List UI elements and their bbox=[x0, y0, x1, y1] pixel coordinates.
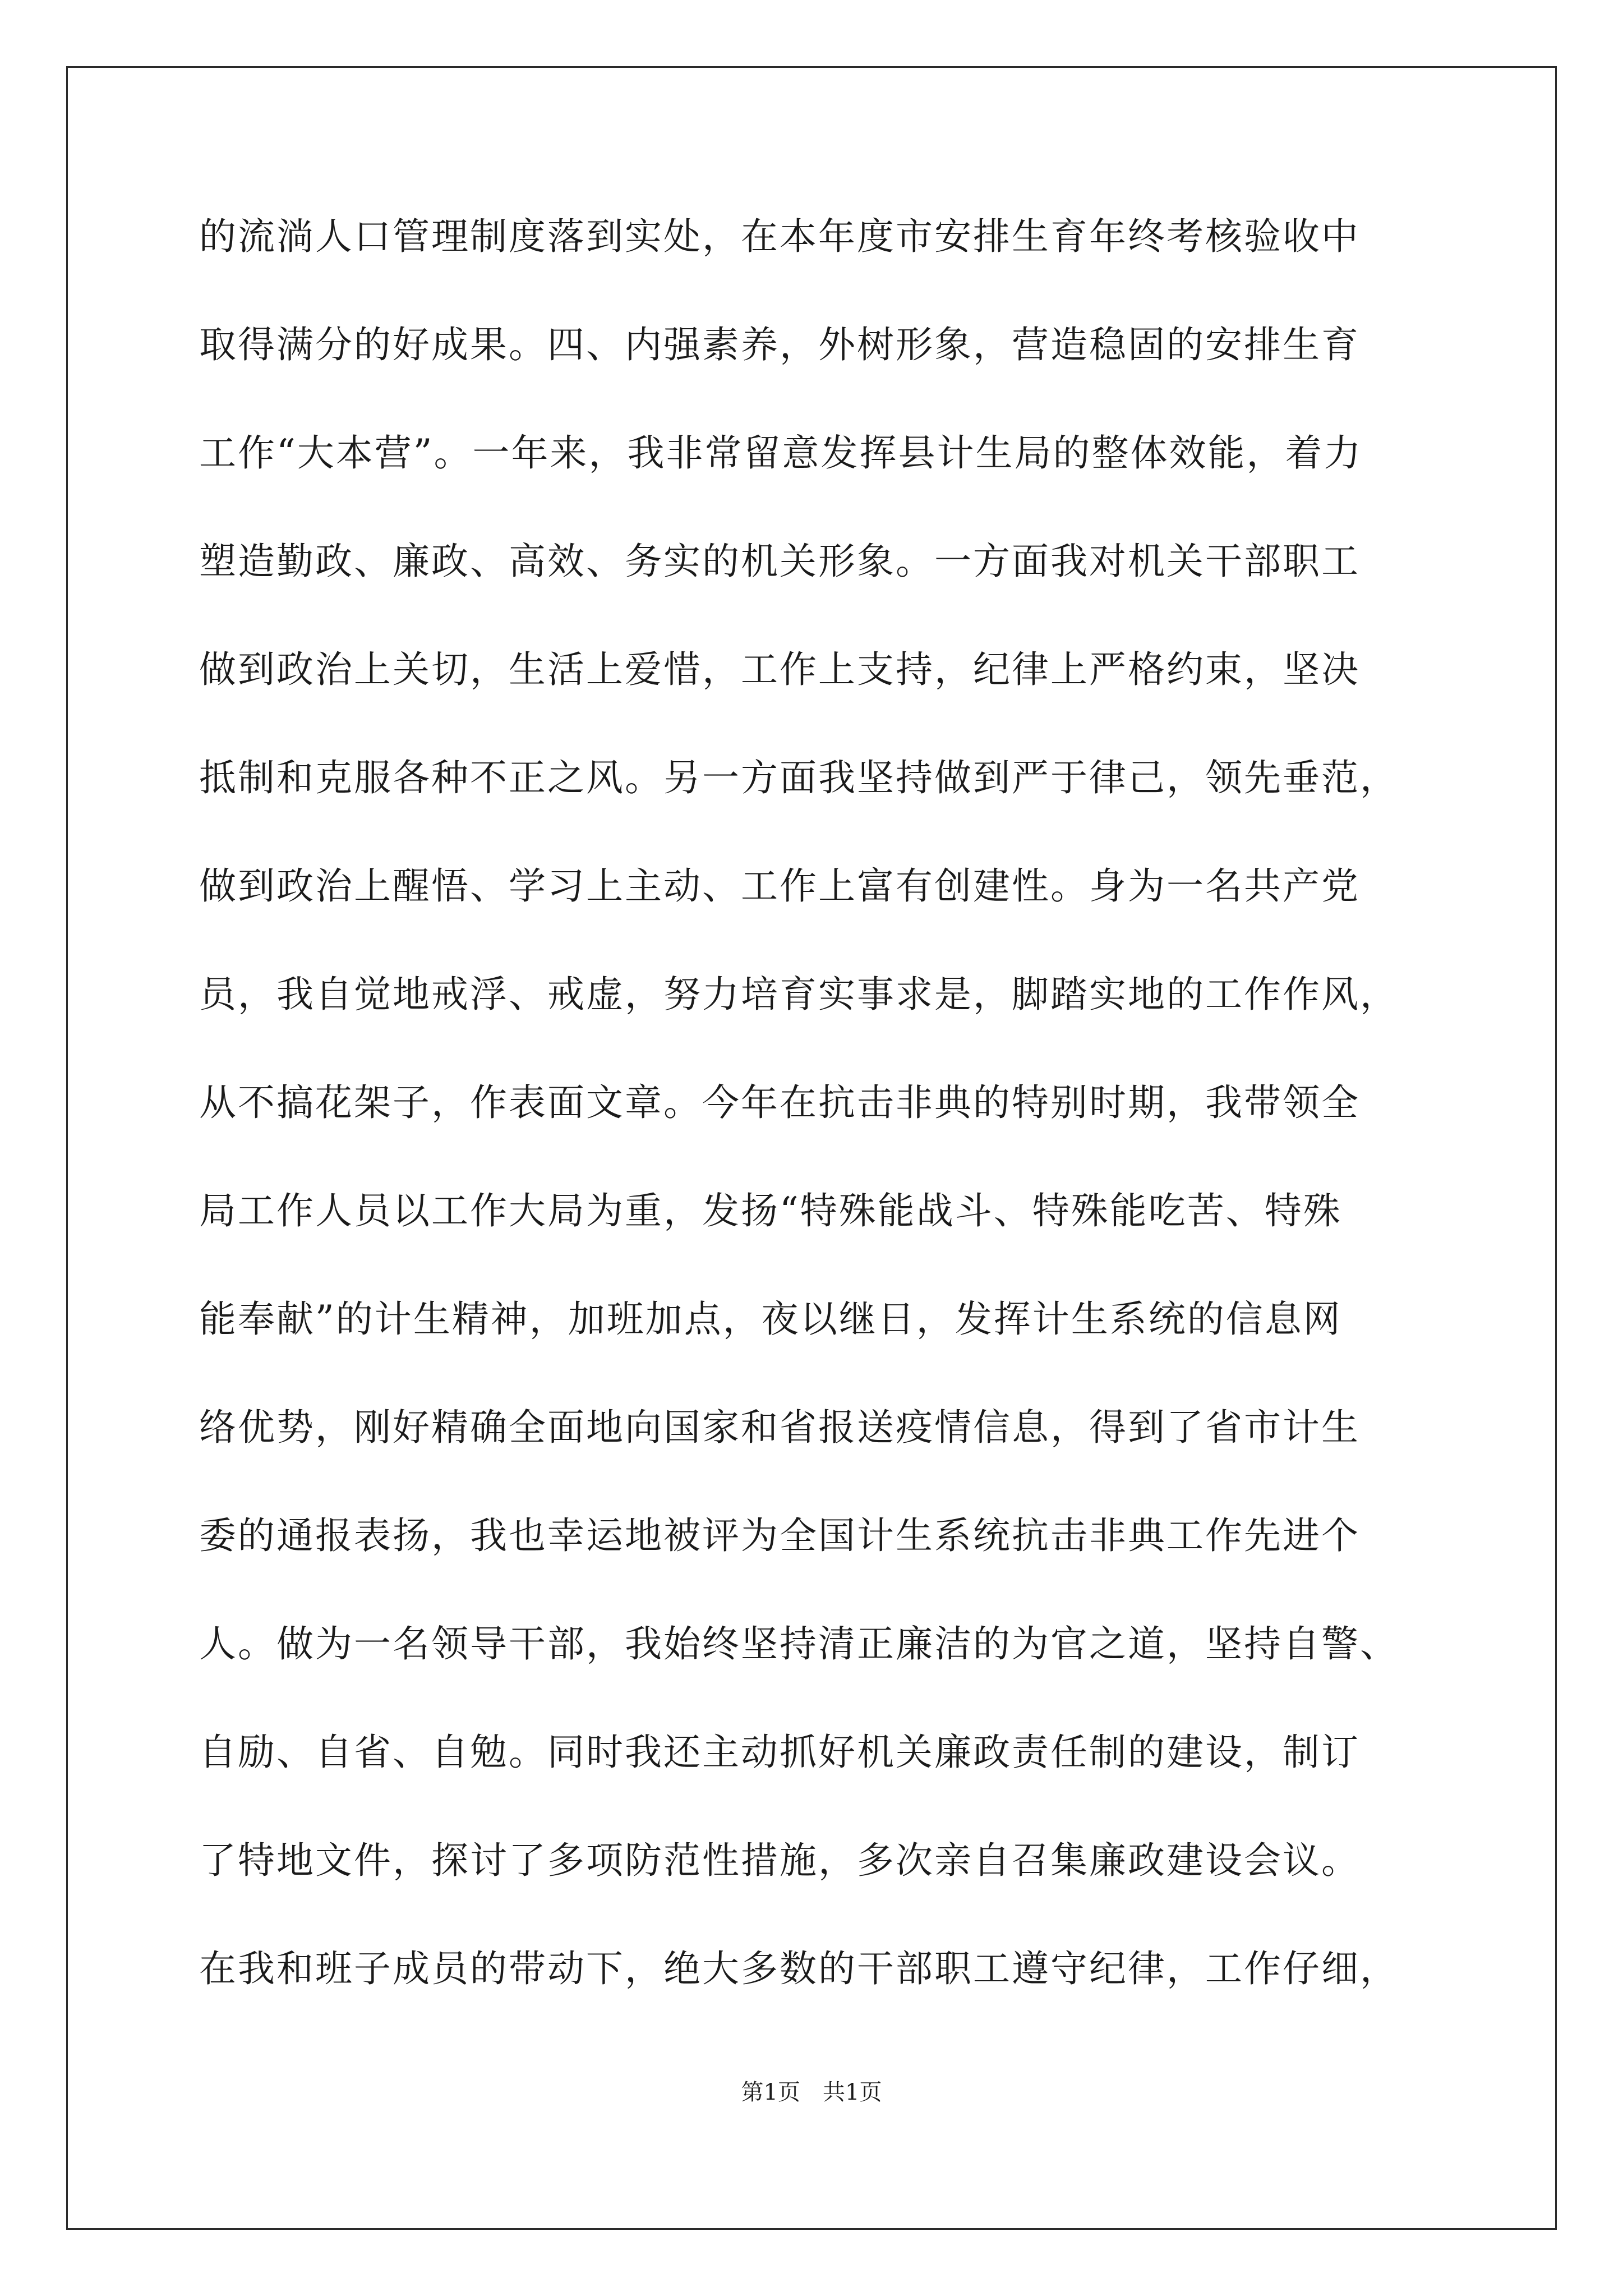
text-line: 在我和班子成员的带动下，绝大多数的干部职工遵守纪律，工作仔细， bbox=[199, 1947, 1399, 1990]
text-line: 络优势，刚好精确全面地向国家和省报送疫情信息，得到了省市计生 bbox=[199, 1406, 1360, 1449]
text-line: 人。做为一名领导干部，我始终坚持清正廉洁的为官之道，坚持自警、 bbox=[199, 1622, 1399, 1665]
text-line: 员，我自觉地戒浮、戒虚，努力培育实事求是，脚踏实地的工作作风， bbox=[199, 973, 1399, 1016]
text-line: 抵制和克服各种不正之风。另一方面我坚持做到严于律己，领先垂范， bbox=[199, 756, 1399, 799]
text-line: 能奉献”的计生精神，加班加点，夜以继日，发挥计生系统的信息网 bbox=[199, 1297, 1342, 1341]
text-line: 工作“大本营”。一年来，我非常留意发挥县计生局的整体效能，着力 bbox=[199, 431, 1363, 475]
text-line: 做到政治上醒悟、学习上主动、工作上富有创建性。身为一名共产党 bbox=[199, 864, 1360, 908]
text-line: 取得满分的好成果。四、内强素养，外树形象，营造稳固的安排生育 bbox=[199, 323, 1360, 366]
text-line: 局工作人员以工作大局为重，发扬“特殊能战斗、特殊能吃苦、特殊 bbox=[199, 1189, 1342, 1232]
page-total: 共1页 bbox=[823, 2079, 882, 2105]
text-line: 自励、自省、自勉。同时我还主动抓好机关廉政责任制的建设，制订 bbox=[199, 1731, 1360, 1774]
text-line: 从不搞花架子，作表面文章。今年在抗击非典的特别时期，我带领全 bbox=[199, 1081, 1360, 1124]
page-footer bbox=[0, 2076, 1623, 2109]
document-body bbox=[199, 203, 1444, 2044]
text-line: 塑造勤政、廉政、高效、务实的机关形象。一方面我对机关干部职工 bbox=[199, 540, 1360, 583]
text-line: 委的通报表扬，我也幸运地被评为全国计生系统抗击非典工作先进个 bbox=[199, 1514, 1360, 1557]
text-line: 的流淌人口管理制度落到实处，在本年度市安排生育年终考核验收中 bbox=[199, 215, 1360, 258]
page-number: 第1页 bbox=[741, 2079, 800, 2105]
text-line: 做到政治上关切，生活上爱惜，工作上支持，纪律上严格约束，坚决 bbox=[199, 648, 1360, 691]
text-line: 了特地文件，探讨了多项防范性措施，多次亲自召集廉政建设会议。 bbox=[199, 1839, 1360, 1882]
